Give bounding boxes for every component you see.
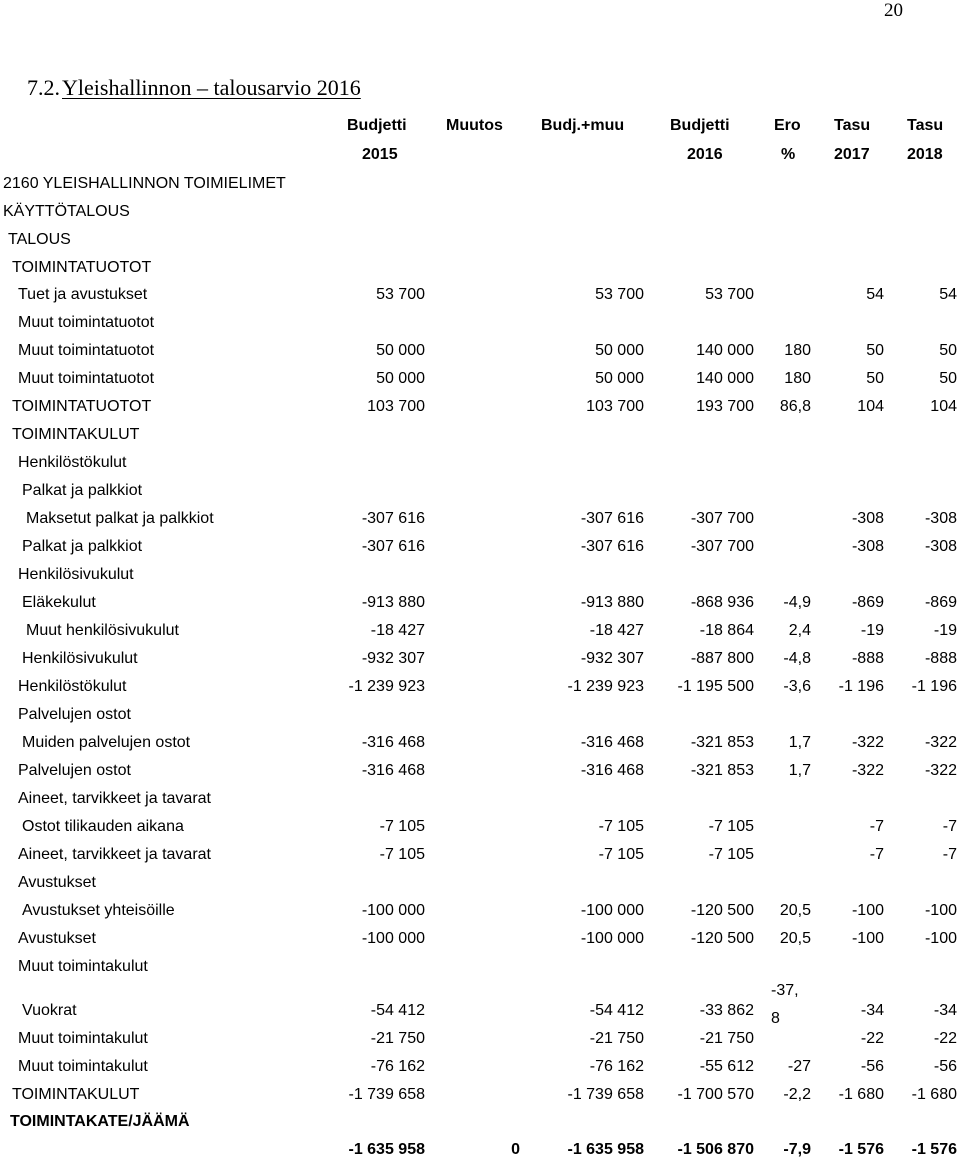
row-label: TOIMINTAKULUT [12, 426, 140, 443]
cell-budj: -18 427 [589, 622, 644, 639]
row-label: Henkilöstökulut [18, 454, 127, 471]
cell-t18: -34 [933, 1002, 957, 1019]
table-row [0, 535, 960, 559]
row-label: Palvelujen ostot [18, 762, 131, 779]
cell-b15: -307 616 [361, 510, 425, 527]
section-title: Yleishallinnon – talousarvio 2016 [62, 75, 361, 100]
cell-t17: -1 576 [838, 1141, 884, 1158]
cell-t18: -308 [924, 538, 957, 555]
row-label: Eläkekulut [22, 594, 96, 611]
cell-b16: -868 936 [690, 594, 754, 611]
cell-t17: -22 [860, 1030, 884, 1047]
cell-b16: -120 500 [690, 902, 754, 919]
cell-b16: 53 700 [705, 286, 754, 303]
table-row [0, 982, 960, 1027]
cell-b16: -887 800 [690, 650, 754, 667]
table-row [0, 423, 960, 447]
cell-muu: 0 [511, 1141, 520, 1158]
cell-t17: 104 [857, 398, 884, 415]
table-row [0, 172, 960, 196]
cell-b16: 140 000 [696, 342, 754, 359]
row-label: Ostot tilikauden aikana [22, 818, 184, 835]
cell-t18: -322 [924, 734, 957, 751]
table-row [0, 899, 960, 923]
col-subheader-percent: % [781, 146, 796, 163]
cell-b15: -913 880 [361, 594, 425, 611]
cell-b16: -1 506 870 [677, 1141, 754, 1158]
cell-b15: -21 750 [370, 1030, 425, 1047]
cell-ero: -7,9 [783, 1141, 811, 1158]
cell-t18: 50 [939, 342, 957, 359]
table-row [0, 507, 960, 531]
cell-t17: -888 [851, 650, 884, 667]
cell-t18: -1 576 [911, 1141, 957, 1158]
cell-ero: -4,8 [783, 650, 811, 667]
col-subheader-2017: 2017 [834, 146, 870, 163]
col-header-ero: Ero [774, 117, 801, 134]
cell-b15: -316 468 [361, 762, 425, 779]
cell-ero: 180 [784, 370, 811, 387]
table-row [0, 200, 960, 224]
table-row [0, 647, 960, 671]
row-label: Maksetut palkat ja palkkiot [26, 510, 214, 527]
cell-b15: -18 427 [370, 622, 425, 639]
cell-t18: -22 [933, 1030, 957, 1047]
cell-b15: -316 468 [361, 734, 425, 751]
cell-b15: -1 239 923 [348, 678, 425, 695]
table-row [0, 395, 960, 419]
row-label: Avustukset [18, 930, 96, 947]
row-label: Avustukset [18, 874, 96, 891]
table-row [0, 479, 960, 503]
cell-t17: -7 [869, 818, 884, 835]
table-row [0, 1027, 960, 1051]
col-header-budjetti-2016: Budjetti [670, 117, 730, 134]
row-label: Palkat ja palkkiot [22, 538, 143, 555]
cell-t17: 54 [866, 286, 884, 303]
cell-ero: -4,9 [783, 594, 811, 611]
cell-budj: -316 468 [580, 734, 644, 751]
cell-b16: -21 750 [699, 1030, 754, 1047]
cell-t18: -100 [924, 902, 957, 919]
col-header-tasu-2017: Tasu [834, 117, 871, 134]
row-label: KÄYTTÖTALOUS [3, 203, 130, 220]
cell-budj: -1 739 658 [567, 1086, 644, 1103]
cell-b15: 103 700 [367, 398, 425, 415]
cell-budj: -100 000 [580, 902, 644, 919]
cell-t18: -19 [933, 622, 957, 639]
table-row [0, 311, 960, 335]
section-number: 7.2. [27, 75, 60, 100]
cell-budj: -76 162 [589, 1058, 644, 1075]
cell-ero: 1,7 [788, 762, 811, 779]
cell-b16: -33 862 [699, 1002, 754, 1019]
col-subheader-2016: 2016 [687, 146, 723, 163]
cell-b15: 50 000 [376, 370, 425, 387]
cell-t18: -1 680 [911, 1086, 957, 1103]
cell-b16: -7 105 [708, 846, 754, 863]
cell-b16: 140 000 [696, 370, 754, 387]
row-label: Henkilösivukulut [22, 650, 138, 667]
cell-budj: -316 468 [580, 762, 644, 779]
table-row [0, 339, 960, 363]
row-label: TOIMINTAKULUT [12, 1086, 140, 1103]
cell-budj: -932 307 [580, 650, 644, 667]
row-label: TALOUS [8, 231, 71, 248]
cell-b15: -1 635 958 [348, 1141, 425, 1158]
cell-b16: -307 700 [690, 538, 754, 555]
cell-t18: -7 [942, 846, 957, 863]
col-header-budjetti-2015: Budjetti [347, 117, 407, 134]
cell-ero: 20,5 [779, 930, 811, 947]
table-row [0, 1055, 960, 1079]
row-label: Aineet, tarvikkeet ja tavarat [18, 790, 211, 807]
cell-t17: -1 680 [838, 1086, 884, 1103]
cell-b16: -7 105 [708, 818, 754, 835]
cell-b15: -7 105 [379, 818, 425, 835]
cell-t17: -7 [869, 846, 884, 863]
cell-budj: -307 616 [580, 538, 644, 555]
table-row [0, 731, 960, 755]
cell-b16: -55 612 [699, 1058, 754, 1075]
cell-budj: -913 880 [580, 594, 644, 611]
cell-ero: 2,4 [788, 622, 811, 639]
col-header-tasu-2018: Tasu [907, 117, 944, 134]
cell-ero: -2,2 [783, 1086, 811, 1103]
cell-budj: -7 105 [598, 818, 644, 835]
table-row [0, 675, 960, 699]
table-row [0, 787, 960, 811]
col-subheader-2015: 2015 [362, 146, 398, 163]
cell-b16: -120 500 [690, 930, 754, 947]
cell-b16: -1 195 500 [677, 678, 754, 695]
cell-b16: 193 700 [696, 398, 754, 415]
cell-ero: -37, 8 [771, 982, 799, 1027]
cell-t17: -34 [860, 1002, 884, 1019]
table-row [0, 256, 960, 280]
cell-b15: -932 307 [361, 650, 425, 667]
cell-budj: -54 412 [589, 1002, 644, 1019]
cell-t18: 104 [930, 398, 957, 415]
cell-t17: -100 [851, 930, 884, 947]
cell-t17: -19 [860, 622, 884, 639]
table-row [0, 955, 960, 979]
table-row [0, 591, 960, 615]
row-label: Aineet, tarvikkeet ja tavarat [18, 846, 211, 863]
table-row [0, 451, 960, 475]
cell-t17: -56 [860, 1058, 884, 1075]
cell-budj: 53 700 [595, 286, 644, 303]
table-row [0, 367, 960, 391]
table-row [0, 1083, 960, 1107]
cell-b15: -7 105 [379, 846, 425, 863]
cell-b16: -307 700 [690, 510, 754, 527]
cell-budj: 103 700 [586, 398, 644, 415]
cell-budj: -307 616 [580, 510, 644, 527]
col-subheader-2018: 2018 [907, 146, 943, 163]
cell-budj: 50 000 [595, 342, 644, 359]
table-row [0, 759, 960, 783]
cell-budj: 50 000 [595, 370, 644, 387]
cell-t18: -56 [933, 1058, 957, 1075]
cell-t17: -1 196 [838, 678, 884, 695]
cell-ero: 1,7 [788, 734, 811, 751]
row-label: Palkat ja palkkiot [22, 482, 143, 499]
row-label: Muut toimintakulut [18, 1058, 148, 1075]
cell-budj: -21 750 [589, 1030, 644, 1047]
cell-b16: -321 853 [690, 762, 754, 779]
cell-t18: -100 [924, 930, 957, 947]
table-row [0, 703, 960, 727]
row-label: Muut henkilösivukulut [26, 622, 179, 639]
cell-ero: -3,6 [783, 678, 811, 695]
cell-budj: -1 635 958 [567, 1141, 644, 1158]
cell-t18: -888 [924, 650, 957, 667]
table-row [0, 871, 960, 895]
cell-t17: -308 [851, 538, 884, 555]
row-label: Palvelujen ostot [18, 706, 131, 723]
row-label: Vuokrat [22, 1002, 77, 1019]
cell-budj: -1 239 923 [567, 678, 644, 695]
row-label: Tuet ja avustukset [18, 286, 148, 303]
row-label: TOIMINTATUOTOT [12, 398, 152, 415]
row-label: Henkilösivukulut [18, 566, 134, 583]
row-label: Muut toimintatuotot [18, 370, 155, 387]
table-row [0, 843, 960, 867]
table-row [0, 1138, 960, 1162]
cell-t17: -308 [851, 510, 884, 527]
cell-t18: -322 [924, 762, 957, 779]
cell-b16: -321 853 [690, 734, 754, 751]
row-label: Muut toimintatuotot [18, 342, 155, 359]
table-row [0, 563, 960, 587]
row-label: 2160 YLEISHALLINNON TOIMIELIMET [3, 175, 286, 192]
row-label: Muut toimintakulut [18, 1030, 148, 1047]
cell-b16: -1 700 570 [677, 1086, 754, 1103]
table-row [0, 619, 960, 643]
cell-t18: -1 196 [911, 678, 957, 695]
table-row [0, 815, 960, 839]
cell-t17: -869 [851, 594, 884, 611]
table-row [0, 927, 960, 951]
col-header-muutos: Muutos [446, 117, 503, 134]
cell-ero: -27 [787, 1058, 811, 1075]
cell-t17: 50 [866, 342, 884, 359]
row-label: Muut toimintakulut [18, 958, 148, 975]
col-header-budj-muu: Budj.+muu [541, 117, 625, 134]
cell-t18: -7 [942, 818, 957, 835]
row-label: Muut toimintatuotot [18, 314, 155, 331]
section-heading [27, 75, 361, 101]
cell-b15: -307 616 [361, 538, 425, 555]
cell-budj: -7 105 [598, 846, 644, 863]
cell-b15: 53 700 [376, 286, 425, 303]
row-label: Avustukset yhteisöille [22, 902, 175, 919]
cell-t18: -308 [924, 510, 957, 527]
cell-t17: -322 [851, 762, 884, 779]
row-label: TOIMINTATUOTOT [12, 259, 152, 276]
page-number: 20 [884, 0, 903, 21]
cell-ero: 20,5 [779, 902, 811, 919]
cell-b15: 50 000 [376, 342, 425, 359]
cell-t17: -322 [851, 734, 884, 751]
table-row [0, 1110, 960, 1134]
row-label: TOIMINTAKATE/JÄÄMÄ [10, 1113, 190, 1130]
table-row [0, 283, 960, 307]
row-label: Henkilöstökulut [18, 678, 127, 695]
table-row [0, 228, 960, 252]
cell-ero: 86,8 [779, 398, 811, 415]
cell-b15: -100 000 [361, 930, 425, 947]
cell-b15: -76 162 [370, 1058, 425, 1075]
cell-b15: -1 739 658 [348, 1086, 425, 1103]
cell-b15: -100 000 [361, 902, 425, 919]
cell-b15: -54 412 [370, 1002, 425, 1019]
row-label: Muiden palvelujen ostot [22, 734, 191, 751]
cell-t18: 50 [939, 370, 957, 387]
cell-b16: -18 864 [699, 622, 754, 639]
cell-ero: 180 [784, 342, 811, 359]
cell-t17: -100 [851, 902, 884, 919]
cell-t17: 50 [866, 370, 884, 387]
cell-t18: -869 [924, 594, 957, 611]
cell-budj: -100 000 [580, 930, 644, 947]
cell-t18: 54 [939, 286, 957, 303]
